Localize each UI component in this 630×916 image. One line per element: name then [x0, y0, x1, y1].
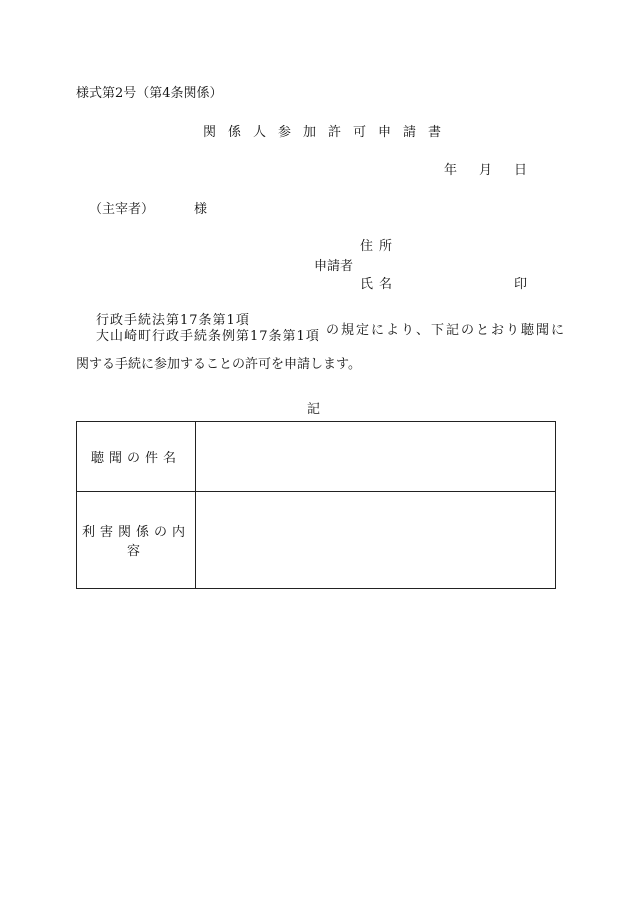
interest-content-field[interactable] [196, 492, 556, 589]
seal-label: 印 [514, 277, 528, 292]
date-line [444, 159, 527, 178]
body-text-line-2: 関する手続に参加することの許可を申請します。 [76, 357, 361, 372]
ki-heading: 記 [307, 402, 321, 417]
application-details-table [76, 421, 556, 589]
body-text-continuation: の規定により、下記のとおり聴聞に [326, 323, 567, 338]
date-month: 月 [479, 163, 493, 178]
hearing-title-label: 聴聞の件名 [77, 422, 196, 492]
date-day: 日 [514, 163, 528, 178]
applicant-label: 申請者 [314, 259, 354, 274]
law-reference-2: 大山崎町行政手続条例第17条第1項 [96, 329, 320, 344]
addressee-honorific: 様 [194, 202, 208, 217]
document-title: 関係人参加許可申請書 [203, 125, 454, 140]
address-label: 住所 [360, 239, 399, 254]
hearing-title-field[interactable] [196, 422, 556, 492]
addressee-role: （主宰者） [89, 202, 155, 217]
date-year: 年 [444, 163, 458, 178]
interest-content-label: 利害関係の内容 [77, 492, 196, 589]
law-reference-1: 行政手続法第17条第1項 [96, 313, 250, 328]
addressee-line [89, 198, 207, 217]
table-row [77, 422, 556, 492]
table-row [77, 492, 556, 589]
name-label: 氏名 [360, 277, 399, 292]
form-number-label: 様式第2号（第4条関係） [76, 86, 223, 101]
